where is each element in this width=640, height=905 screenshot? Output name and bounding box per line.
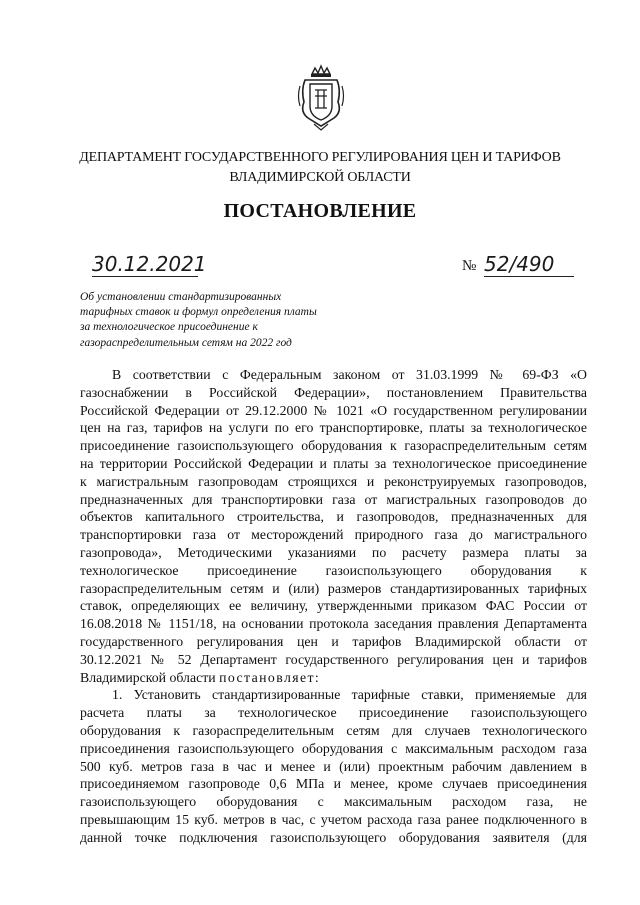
body-line: транспортировки газа от месторождений природного газа до магистрального [80,527,587,543]
subject-line: тарифных ставок и формул определения платы [80,306,317,319]
body-line: газоснабжении в Российской Федерации», постановлением Правительства [80,384,587,400]
body-line: на территории Российской Федерации и платы за технологическое присоединение [80,455,587,471]
document-body [80,366,587,847]
body-line: объектов капитального строительства, и газопроводов, предназначенных для [80,509,587,525]
document-subject [80,290,340,351]
clause-line: присоединения газоиспользующего оборудования с максимальным расходом газа [80,740,587,756]
clause-line: расчета платы за технологическое присоединение газоиспользующего [80,705,587,721]
number-sign: № [462,258,477,274]
clause-line: данной точке подключения газоиспользующего оборудования заявителя (для [80,829,587,845]
body-line: газопровода», Методическими указаниями по расчету размера платы за [80,544,587,560]
clause-line: 500 куб. метров газа в час и менее и (или) проектным рабочим давлением в [80,758,587,774]
clause-line: 1. Установить стандартизированные тарифные ставки, применяемые для [112,687,587,703]
department-name-line-1: ДЕПАРТАМЕНТ ГОСУДАРСТВЕННОГО РЕГУЛИРОВАНИЯ ЦЕН И ТАРИФОВ [79,150,561,165]
subject-line: Об установлении стандартизированных [80,291,282,303]
body-line-text: Владимирской области [80,669,216,685]
body-line: технологическое присоединение газоиспользующего оборудования к [80,562,587,578]
body-line: газораспределительным сетям и (или) размеров стандартизированных тарифных [80,580,587,596]
clause-line: присоединяемом газопроводе 0,6 МПа и менее, кроме случаев присоединения [80,776,587,792]
coat-of-arms-emblem [296,64,346,132]
department-name-line-2: ВЛАДИМИРСКОЙ ОБЛАСТИ [229,170,411,185]
document-title: ПОСТАНОВЛЕНИЕ [223,200,417,222]
document-date: 30.12.2021 [92,252,207,276]
body-line: В соответствии с Федеральным законом от 31.03.1999 № 69-ФЗ «О [112,367,587,382]
body-line: присоединение газоиспользующего оборудования к газораспределительным сетям [80,438,587,454]
body-line: 16.08.2018 № 1151/18, на основании протокола заседания правления Департамента [80,616,587,632]
body-line-last [80,669,587,687]
resolves-keyword: постановляет: [219,669,321,685]
body-line: цен на газ, тарифов на услуги по его транспортировке, платы за технологическое [80,420,587,436]
body-line: государственного регулирования цен и тарифов Владимирской области от [80,633,587,649]
clause-line: оборудования к газораспределительным сетям для случаев технологического [80,722,587,738]
clause-line: газоиспользующего оборудования с максимальным расходом газа, не [80,794,587,810]
document-number: 52/490 [484,252,574,277]
subject-line: газораспределительным сетям на 2022 год [80,336,292,349]
body-line: предназначенных для транспортировки газа от магистральных газопроводов до [80,491,587,507]
body-line: Российской Федерации от 29.12.2000 № 1021 «О государственном регулировании [80,402,587,418]
clause-line: превышающим 15 куб. метров в час, с учетом расхода газа ранее подключенного в [80,811,587,827]
subject-line: за технологическое присоединение к [80,321,258,334]
body-line: ставок, определяющих ее величину, утвержденными приказом ФАС России от [80,598,587,614]
body-line: к магистральным газопроводам строящихся и реконструируемых газопроводов, [80,473,587,489]
body-line: 30.12.2021 № 52 Департамент государственного регулирования цен и тарифов [80,651,587,667]
